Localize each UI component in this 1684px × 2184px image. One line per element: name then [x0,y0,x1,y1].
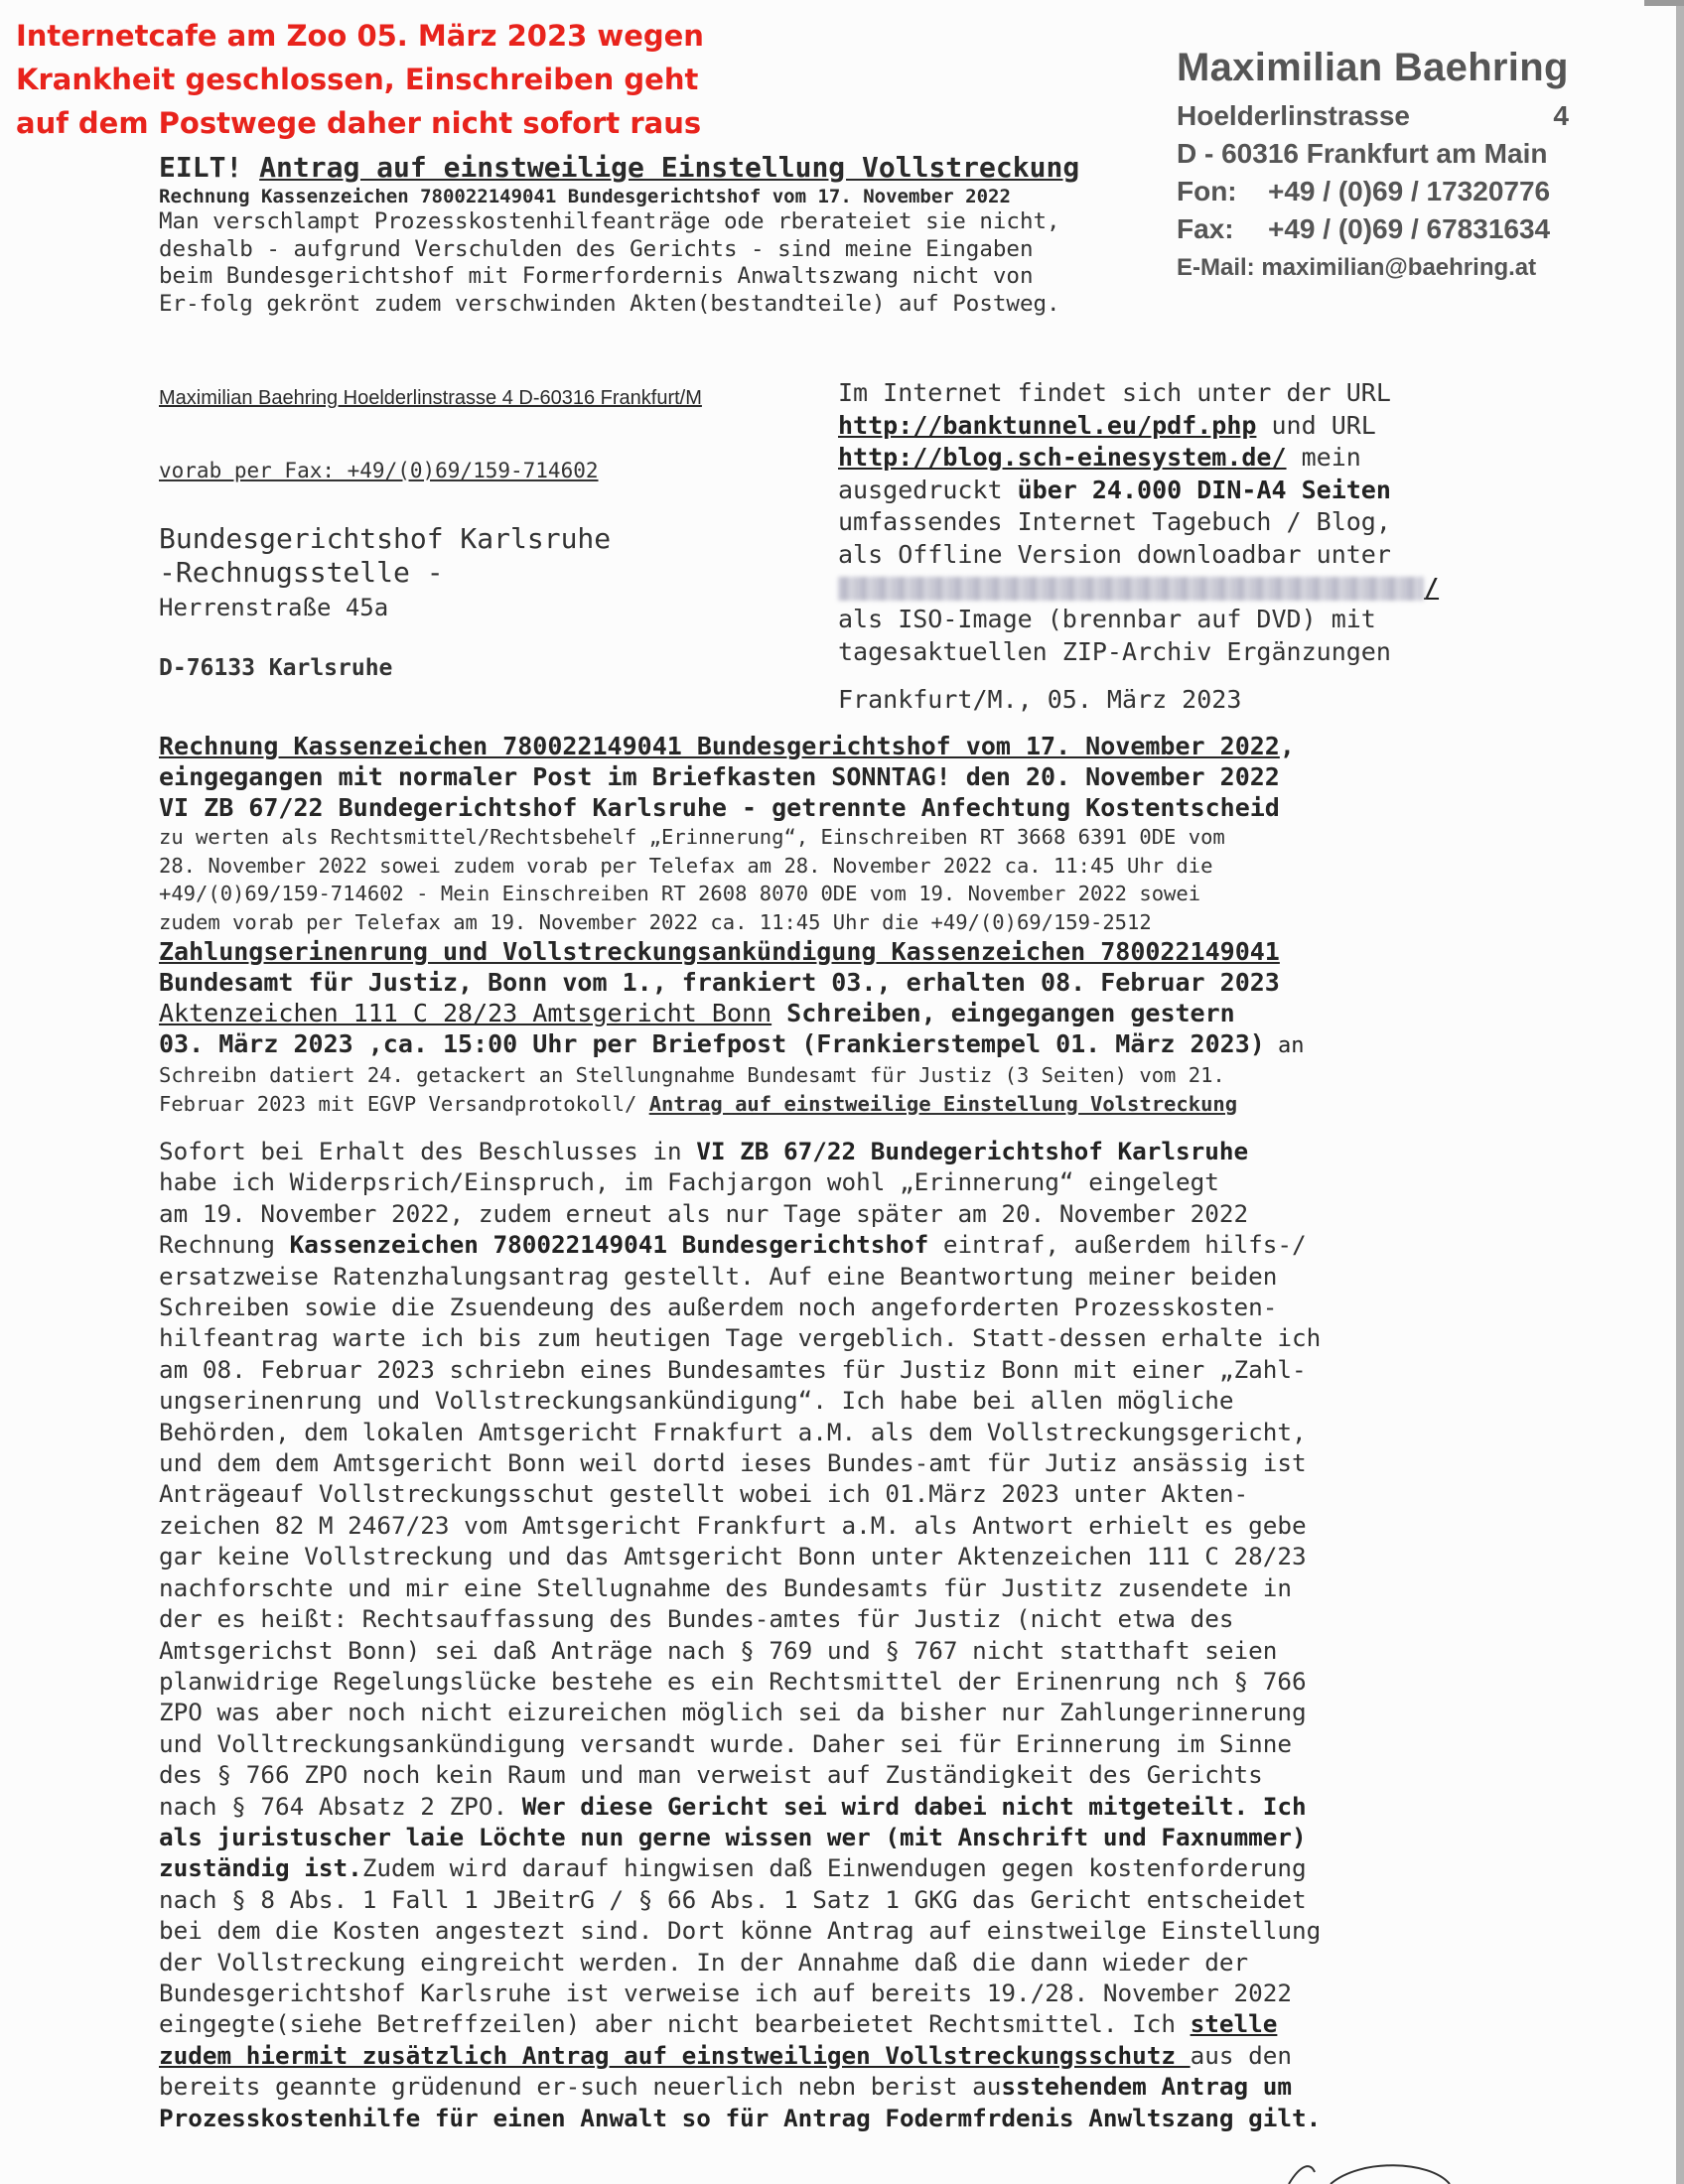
body-text: Kassenzeichen 780022149041 Bundesgerichtshof [289,1230,929,1260]
subject-line: VI ZB 67/22 Bundegerichtshof Karlsruhe - getrennte Anfechtung Kostentscheid [159,793,1280,822]
info-text: ausgedruckt [838,475,1018,504]
body-text: stelle [1190,2009,1278,2039]
sender-phone: +49 / (0)69 / 17320776 [1268,176,1551,206]
subject-text: an [1264,1033,1305,1058]
body-line: als juristuscher laie Löchte nun gerne wissen wer (mit Anschrift und Faxnummer) [159,1822,1307,1851]
urgent-title [159,151,1172,185]
subject-text: 03. März 2023 ,ca. 15:00 Uhr per Briefpost (Frankierstempel 01. März 2023) [159,1029,1265,1058]
letter-date: Frankfurt/M., 05. März 2023 [838,685,1242,714]
info-line: als Offline Version downloadbar unter [838,539,1391,569]
body-text: sstehendem Antrag um [1001,2072,1292,2102]
letter-body [159,1136,1529,2133]
body-line: Bundesgerichtshof Karlsruhe ist verweise ich auf bereits 19./28. November 2022 [159,1978,1292,2007]
body-line: gar keine Vollstreckung und das Amtsgericht Bonn unter Aktenzeichen 111 C 28/23 [159,1542,1307,1571]
info-line [838,410,1493,443]
body-text: nach § 764 Absatz 2 ZPO. [159,1791,522,1821]
subject-text: Schreiben, eingegangen gestern [772,999,1235,1027]
body-text: Zudem wird darauf hingwisen daß Einwendugen gegen kostenforderung [361,1853,1307,1883]
body-line: Behörden, dem lokalen Amtsgericht Frnakfurt a.M. als dem Vollstreckungsgericht, [159,1417,1307,1446]
sender-street-row [1177,97,1569,135]
recipient-line: -Rechnugsstelle - [159,556,444,589]
body-line: ersatzweise Ratenzhalungsantrag gestellt. Auf eine Beantwortung meiner beiden [159,1261,1278,1291]
sender-letterhead [1177,38,1579,288]
body-text: zuständig ist. [159,1853,362,1883]
info-line [838,442,1493,475]
subject-block [159,731,1509,1118]
recipient-line: Herrenstraße 45a [159,594,389,621]
subject-text: Antrag auf einstweilige Einstellung Volstreckung [648,1091,1238,1116]
motion-title: Antrag auf einstweilige Einstellung Vollstreckung [259,151,1080,184]
sender-email: E-Mail: maximilian@baehring.at [1177,254,1537,281]
body-line [159,1136,1529,1166]
body-line: zeichen 82 M 2467/23 vom Amtsgericht Frankfurt a.M. als Antwort erhielt es gebe [159,1510,1307,1540]
subject-line: Bundesamt für Justiz, Bonn vom 1., frankiert 03., erhalten 08. Februar 2023 [159,968,1280,997]
body-line: habe ich Widerpsrich/Einspruch, im Fachjargon wohl „Erinnerung“ eingelegt [159,1167,1219,1197]
body-line: der Vollstreckung eingreicht werden. In der Annahme daß die dann wieder der [159,1947,1249,1977]
notice-line: auf dem Postwege daher nicht sofort raus [16,106,702,140]
body-line: und Volltreckungsankündigung versandt wurde. Daher sei für Erinnerung im Sinne [159,1728,1292,1758]
handwritten-notice [16,14,731,145]
body-line: nach § 8 Abs. 1 Fall 1 JBeitrG / § 66 Abs. 1 Satz 1 GKG das Gericht entscheidet [159,1884,1307,1914]
sender-fax: +49 / (0)69 / 67831634 [1268,213,1551,244]
sender-house-number: 4 [1553,100,1569,131]
info-text: / [1424,572,1440,602]
notice-line: Internetcafe am Zoo 05. März 2023 wegen [16,19,704,53]
body-line: des § 766 ZPO noch kein Raum und man verweist auf Zuständigkeit des Gerichts [159,1760,1263,1790]
blog-link[interactable]: http://blog.sch-einesystem.de/ [838,443,1287,473]
info-line: als ISO-Image (brennbar auf DVD) mit [838,605,1376,634]
info-line: Im Internet findet sich unter der URL [838,378,1391,407]
recipient-address [159,522,611,683]
signature-mark [1281,2162,1460,2184]
body-text: bereits geannte grüdenund er-such neuerlich nebn berist au [159,2072,1002,2102]
body-line: ungserinenrung und Vollstreckungsankündigung“. Ich habe bei allen mögliche [159,1386,1234,1416]
subject-text: Rechnung Kassenzeichen 780022149041 Bundesgerichtshof vom 17. November 2022 [159,732,1280,760]
phone-label: Fon: [1177,176,1237,206]
body-line: nachforschte und mir eine Stellugnahme des Bundesamts für Justitz zusendete in [159,1572,1292,1602]
body-line [159,2071,1529,2102]
sender-name: Maximilian Baehring [1177,46,1569,89]
recipient-line: Bundesgerichtshof Karlsruhe [159,522,612,555]
body-line [159,1229,1529,1260]
redacted-url [838,577,1424,601]
body-text: Wer diese Gericht sei wird dabei nicht mitgeteilt. Ich [521,1791,1307,1821]
sender-phone-row [1177,173,1579,210]
subject-text: Februar 2023 mit EGVP Versandprotokoll/ [159,1091,649,1116]
info-text: mein [1286,443,1361,473]
page-count: über 24.000 DIN-A4 Seiten [1017,475,1391,504]
return-address: Maximilian Baehring Hoelderlinstrasse 4 D-60316 Frankfurt/M [159,387,702,409]
body-text: zudem hiermit zusätzlich Antrag auf einstweiligen Vollstreckungsschutz [159,2040,1191,2070]
body-text: Rechnung [159,1230,290,1260]
subject-line [159,998,1509,1028]
sender-street: Hoelderlinstrasse [1177,100,1410,131]
info-line: umfassendes Internet Tagebuch / Blog, [838,507,1391,537]
subject-line: zu werten als Rechtsmittel/Rechtsbehelf „Erinnerung“, Einschreiben RT 3668 6391 0DE vom [159,825,1225,849]
fax-note: vorab per Fax: +49/(0)69/159-714602 [159,459,599,482]
body-line: am 19. November 2022, zudem erneut als nur Tage später am 20. November 2022 [159,1198,1249,1228]
subject-text: , [1279,732,1295,760]
body-line: am 08. Februar 2023 schriebn eines Bundesamtes für Justiz Bonn mit einer „Zahl- [159,1354,1307,1384]
info-line: tagesaktuellen ZIP-Archiv Ergänzungen [838,636,1391,666]
eilt-label: EILT! [159,151,243,184]
subject-text: Aktenzeichen 111 C 28/23 Amtsgericht Bonn [159,999,772,1027]
body-line: Prozesskostenhilfe für einen Anwalt so für Antrag Fodermfrdenis Anwltszang gilt. [159,2103,1322,2132]
body-line [159,1852,1529,1883]
body-line [159,2008,1529,2039]
body-line: hilfeantrag warte ich bis zum heutigen Tage vergeblich. Statt-dessen erhalte ich [159,1323,1322,1353]
subject-line [159,1090,1509,1119]
body-text: aus den [1190,2040,1292,2070]
subject-line [159,1028,1509,1061]
body-line: der es heißt: Rechtsauffassung des Bundes-amtes für Justiz (nicht etwa des [159,1604,1234,1634]
info-line [838,572,1493,605]
body-line: ZPO was aber noch nicht eizureichen möglich sei da bisher nur Zahlungerinnerung [159,1698,1307,1727]
body-text: VI ZB 67/22 Bundegerichtshof Karlsruhe [696,1137,1249,1165]
banktunnel-link[interactable]: http://banktunnel.eu/pdf.php [838,410,1257,440]
page-edge [1676,0,1684,2184]
invoice-reference: Rechnung Kassenzeichen 780022149041 Bundesgerichtshof vom 17. November 2022 [159,186,1011,207]
body-line: Amtsgerichst Bonn) sei daß Anträge nach § 769 und § 767 nicht statthaft seien [159,1635,1278,1665]
subject-line: +49/(0)69/159-714602 - Mein Einschreiben RT 2608 8070 0DE vom 19. November 2022 sowei [159,882,1201,905]
subject-line: eingegangen mit normaler Post im Briefkasten SONNTAG! den 20. November 2022 [159,762,1280,791]
body-text: Sofort bei Erhalt des Beschlusses in [159,1137,697,1165]
notice-line: Krankheit geschlossen, Einschreiben geht [16,63,699,96]
body-line [159,1791,1529,1822]
complaint-line: beim Bundesgerichtshof mit Formerfordernis Anwaltszwang nicht von [159,263,1034,289]
subject-line: 28. November 2022 sowei zudem vorab per Telefax am 28. November 2022 ca. 11:45 Uhr die [159,853,1213,878]
subject-line [159,731,1509,761]
complaint-line: deshalb - aufgrund Verschulden des Gerichts - sind meine Eingaben [159,235,1034,262]
sender-city: D - 60316 Frankfurt am Main [1177,138,1548,169]
info-line [838,475,1493,507]
body-line: bei dem die Kosten angestezt sind. Dort könne Antrag auf einstweilge Einstellung [159,1916,1322,1946]
complaint-line: Man verschlampt Prozesskostenhilfeanträge ode rberateiet sie nicht, [159,208,1060,234]
sender-fax-row [1177,210,1579,248]
urgent-header [159,151,1172,318]
body-line: Schreiben sowie die Zsuendeung des außerdem noch angeforderten Prozesskosten- [159,1293,1278,1322]
body-line: Anträgeauf Vollstreckungsschut gestellt wobei ich 01.März 2023 unter Akten- [159,1479,1249,1509]
recipient-line: D-76133 Karlsruhe [159,655,393,681]
complaint-line: Er-folg gekrönt zudem verschwinden Akten(bestandteile) auf Postweg. [159,290,1060,317]
body-text: eingegte(siehe Betreffzeilen) aber nicht bearbeietet Rechtsmittel. Ich [159,2009,1191,2039]
fax-label: Fax: [1177,213,1234,244]
info-text: und URL [1256,410,1376,440]
subject-line: Zahlungserinenrung und Vollstreckungsankündigung Kassenzeichen 780022149041 [159,937,1280,966]
blog-info-box [838,377,1493,668]
body-line: planwidrige Regelungslücke bestehe es ein Rechtsmittel der Erinenrung nch § 766 [159,1666,1307,1696]
body-text: eintraf, außerdem hilfs-/ [928,1230,1307,1260]
body-line: und dem dem Amtsgericht Bonn weil dortd ieses Bundes-amt für Jutiz ansässig ist [159,1448,1307,1478]
subject-line: Schreibn datiert 24. getackert an Stellungnahme Bundesamt für Justiz (3 Seiten) vom 21. [159,1063,1225,1087]
subject-line: zudem vorab per Telefax am 19. November 2022 ca. 11:45 Uhr die +49/(0)69/159-2512 [159,909,1152,934]
body-line [159,2040,1529,2071]
page-edge-top [1644,0,1684,6]
